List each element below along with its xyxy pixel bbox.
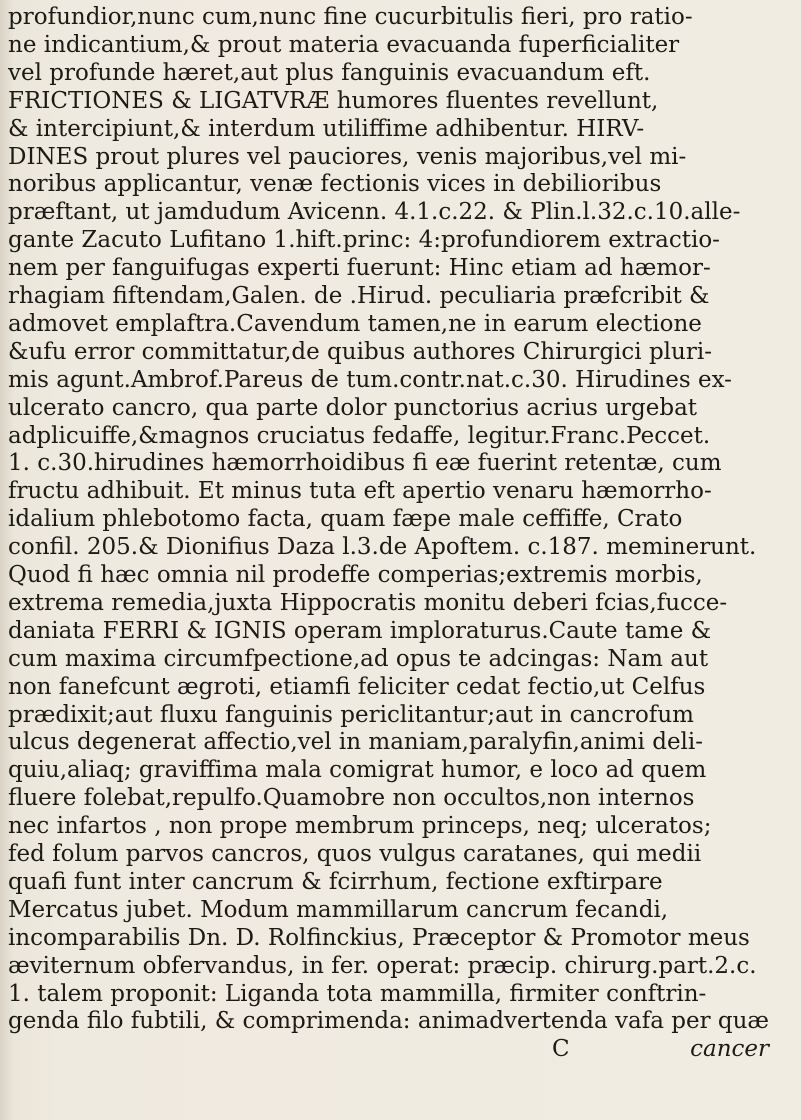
- text-line: &ufu error committatur,de quibus authores Chirurgici pluri-: [8, 338, 712, 365]
- text-line: profundior,nunc cum,nunc fine cucurbitulis fieri, pro ratio-: [8, 4, 693, 30]
- text-line: præftant, ut jamdudum Avicenn. 4.1.c.22. & Plin.l.32.c.10.alle-: [8, 199, 741, 226]
- text-line: noribus applicantur, venæ fectionis vices in debilioribus: [8, 171, 662, 198]
- text-line: fed folum parvos cancros, quos vulgus caratanes, qui medii: [8, 841, 702, 867]
- page-footer: [8, 1036, 781, 1063]
- text-line: incomparabilis Dn. D. Rolfinckius, Præceptor & Promotor meus: [8, 924, 750, 951]
- text-line: fluere folebat,repulfo.Quamobre non occultos,non internos: [8, 785, 695, 812]
- text-line: cum maxima circumfpectione,ad opus te adcingas: Nam aut: [8, 645, 709, 672]
- text-line: rhagiam fiftendam,Galen. de .Hirud. peculiaria præfcribit &: [8, 283, 710, 309]
- text-line: 1. c.30.hirudines hæmorrhoidibus fi eæ fuerint retentæ, cum: [8, 450, 722, 477]
- text-line: adplicuiffe,&magnos cruciatus fedaffe, legitur.Franc.Peccet.: [8, 422, 711, 449]
- signature-mark: C: [552, 1036, 570, 1063]
- text-line: & intercipiunt,& interdum utiliffime adhibentur. HIRV-: [8, 115, 645, 142]
- text-line: admovet emplaftra.Cavendum tamen,ne in earum electione: [8, 310, 702, 337]
- text-line: nem per fanguifugas experti fuerunt: Hinc etiam ad hæmor-: [8, 255, 711, 282]
- catchword: cancer: [690, 1036, 769, 1063]
- text-line: ne indicantium,& prout materia evacuanda fuperficialiter: [8, 31, 680, 58]
- text-line: vel profunde hæret,aut plus fanguinis evacuandum eft.: [8, 59, 651, 86]
- text-line: 1. talem proponit: Liganda tota mammilla, firmiter conftrin-: [8, 980, 707, 1007]
- text-line: æviternum obfervandus, in fer. operat: præcip. chirurg.part.2.c.: [8, 952, 757, 979]
- text-line: quafi funt inter cancrum & fcirrhum, fectione exftirpare: [8, 868, 663, 895]
- text-line: non fanefcunt ægroti, etiamfi feliciter cedat fectio,ut Celfus: [8, 673, 706, 700]
- text-line: quiu,aliaq; graviffima mala comigrat humor, e loco ad quem: [8, 757, 707, 784]
- text-line: prædixit;aut fluxu fanguinis periclitantur;aut in cancrofum: [8, 701, 694, 728]
- text-line: ulcerato cancro, qua parte dolor punctorius acrius urgebat: [8, 394, 698, 421]
- text-line: genda filo fubtili, & comprimenda: animadvertenda vafa per quæ: [8, 1008, 770, 1035]
- text-line: idalium phlebotomo facta, quam fæpe male ceffiffe, Crato: [8, 506, 683, 533]
- text-line: Quod fi hæc omnia nil prodeffe comperias;extremis morbis,: [8, 562, 703, 588]
- text-line: daniata FERRI & IGNIS operam imploraturus.Caute tame &: [8, 617, 712, 644]
- text-line: gante Zacuto Lufitano 1.hift.princ: 4:profundiorem extractio-: [8, 227, 720, 254]
- text-line: extrema remedia,juxta Hippocratis monitu deberi fcias,fucce-: [8, 589, 728, 616]
- text-line: confil. 205.& Dionifius Daza l.3.de Apoftem. c.187. meminerunt.: [8, 534, 757, 561]
- text-line: Mercatus jubet. Modum mammillarum cancrum fecandi,: [8, 896, 669, 923]
- text-line: ulcus degenerat affectio,vel in maniam,paralyfin,animi deli-: [8, 729, 704, 756]
- text-line: mis agunt.Ambrof.Pareus de tum.contr.nat.c.30. Hirudines ex-: [8, 366, 732, 393]
- text-line: DINES prout plures vel pauciores, venis majoribus,vel mi-: [8, 143, 687, 170]
- text-line: FRICTIONES & LIGATVRÆ humores fluentes revellunt,: [8, 87, 659, 114]
- text-line: fructu adhibuit. Et minus tuta eft apertio venaru hæmorrho-: [8, 478, 712, 505]
- text-line: nec infartos , non prope membrum princeps, neq; ulceratos;: [8, 813, 712, 840]
